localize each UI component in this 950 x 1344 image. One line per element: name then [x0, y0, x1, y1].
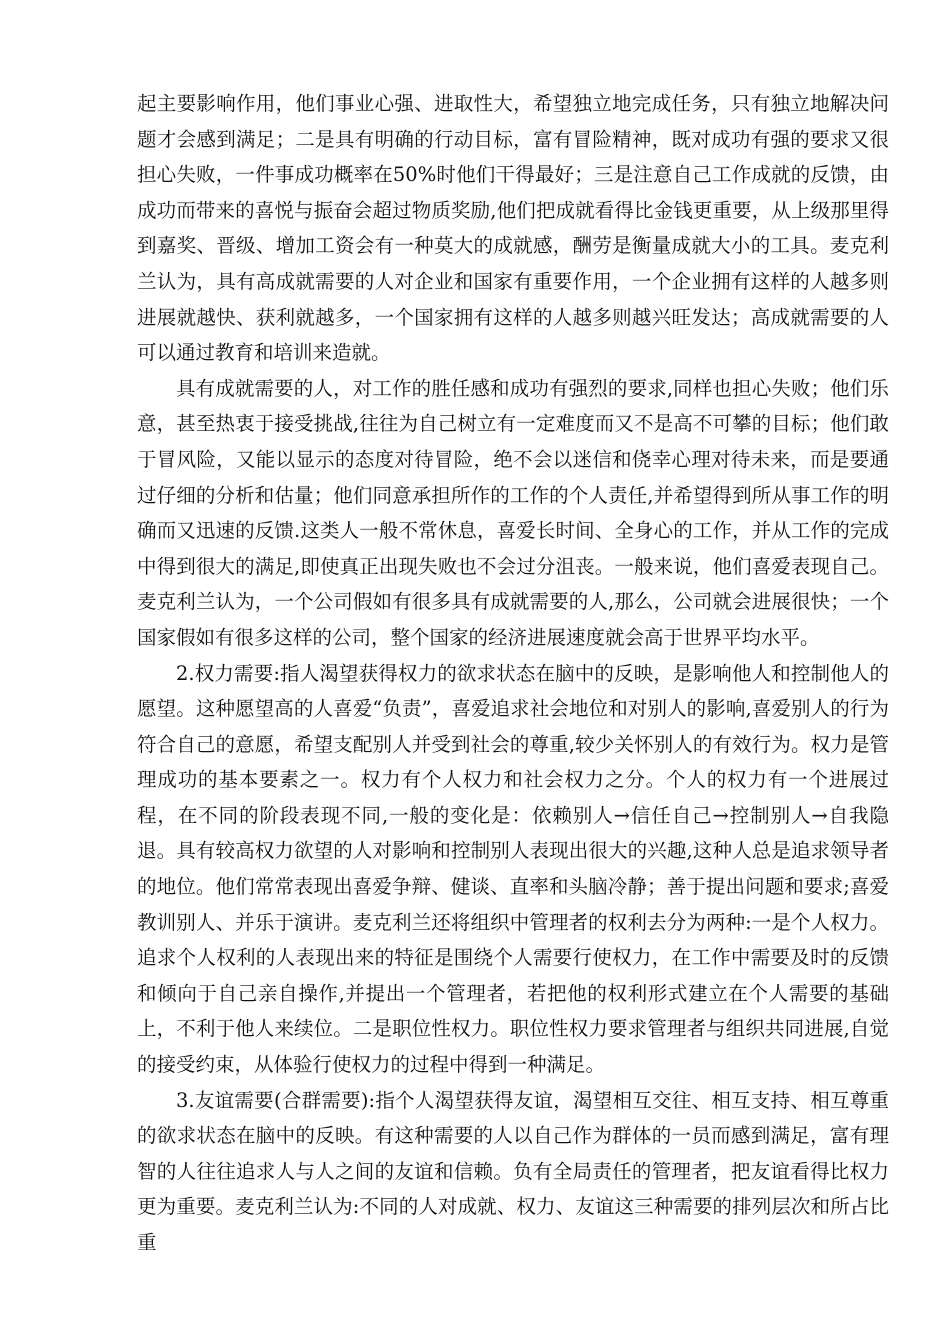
paragraph-affiliation-need: 3.友谊需要(合群需要):指个人渴望获得友谊，渴望相互交往、相互支持、相互尊重的欲求状态在脑中的反映。有这种需要的人以自己作为群体的一员而感到满足，富有理智的人往往追求人与人之间的友谊和信赖。负有全局责任的管理者，把友谊看得比权力更为重要。麦克利兰认为:不同的人对成就、权力、友谊这三种需要的排列层次和所占比重 — [137, 1088, 889, 1254]
document-page — [137, 86, 889, 1261]
paragraph-achievement-traits: 起主要影响作用，他们事业心强、进取性大，希望独立地完成任务，只有独立地解决问题才会感到满足；二是具有明确的行动目标，富有冒险精神，既对成功有强的要求又很担心失败，一件事成功概率在50%时他们干得最好；三是注意自己工作成就的反馈，由成功而带来的喜悦与振奋会超过物质奖励,他们把成就看得比金钱更重要，从上级那里得到嘉奖、晋级、增加工资会有一种莫大的成就感，酬劳是衡量成就大小的工具。麦克利兰认为，具有高成就需要的人对企业和国家有重要作用，一个企业拥有这样的人越多则进展就越快、获利就越多，一个国家拥有这样的人越多则越兴旺发达；高成就需要的人可以通过教育和培训来造就。 — [137, 92, 889, 365]
paragraph-achievement-need: 具有成就需要的人，对工作的胜任感和成功有强烈的要求,同样也担心失败；他们乐意，甚至热衷于接受挑战,往往为自己树立有一定难度而又不是高不可攀的目标；他们敢于冒风险，又能以显示的态度对待冒险，绝不会以迷信和侥幸心理对待未来，而是要通过仔细的分析和估量；他们同意承担所作的工作的个人责任,并希望得到所从事工作的明确而又迅速的反馈.这类人一般不常休息，喜爱长时间、全身心的工作，并从工作的完成中得到很大的满足,即使真正出现失败也不会过分沮丧。一般来说，他们喜爱表现自己。麦克利兰认为，一个公司假如有很多具有成就需要的人,那么，公司就会进展很快；一个国家假如有很多这样的公司，整个国家的经济进展速度就会高于世界平均水平。 — [137, 376, 889, 649]
paragraph-power-need: 2.权力需要:指人渴望获得权力的欲求状态在脑中的反映，是影响他人和控制他人的愿望。这种愿望高的人喜爱“负责”，喜爱追求社会地位和对别人的影响,喜爱别人的行为符合自己的意愿，希望支配别人并受到社会的尊重,较少关怀别人的有效行为。权力是管理成功的基本要素之一。权力有个人权力和社会权力之分。个人的权力有一个进展过程，在不同的阶段表现不同,一般的变化是：依赖别人→信任自己→控制别人→自我隐退。具有较高权力欲望的人对影响和控制别人表现出很大的兴趣,这种人总是追求领导者的地位。他们常常表现出喜爱争辩、健谈、直率和头脑冷静；善于提出问题和要求;喜爱教训别人、并乐于演讲。麦克利兰还将组织中管理者的权利去分为两种:一是个人权力。追求个人权利的人表现出来的特征是围绕个人需要行使权力，在工作中需要及时的反馈和倾向于自己亲自操作,并提出一个管理者，若把他的权利形式建立在个人需要的基础上，不利于他人来续位。二是职位性权力。职位性权力要求管理者与组织共同进展,自觉的接受约束，从体验行使权力的过程中得到一种满足。 — [137, 661, 889, 1077]
